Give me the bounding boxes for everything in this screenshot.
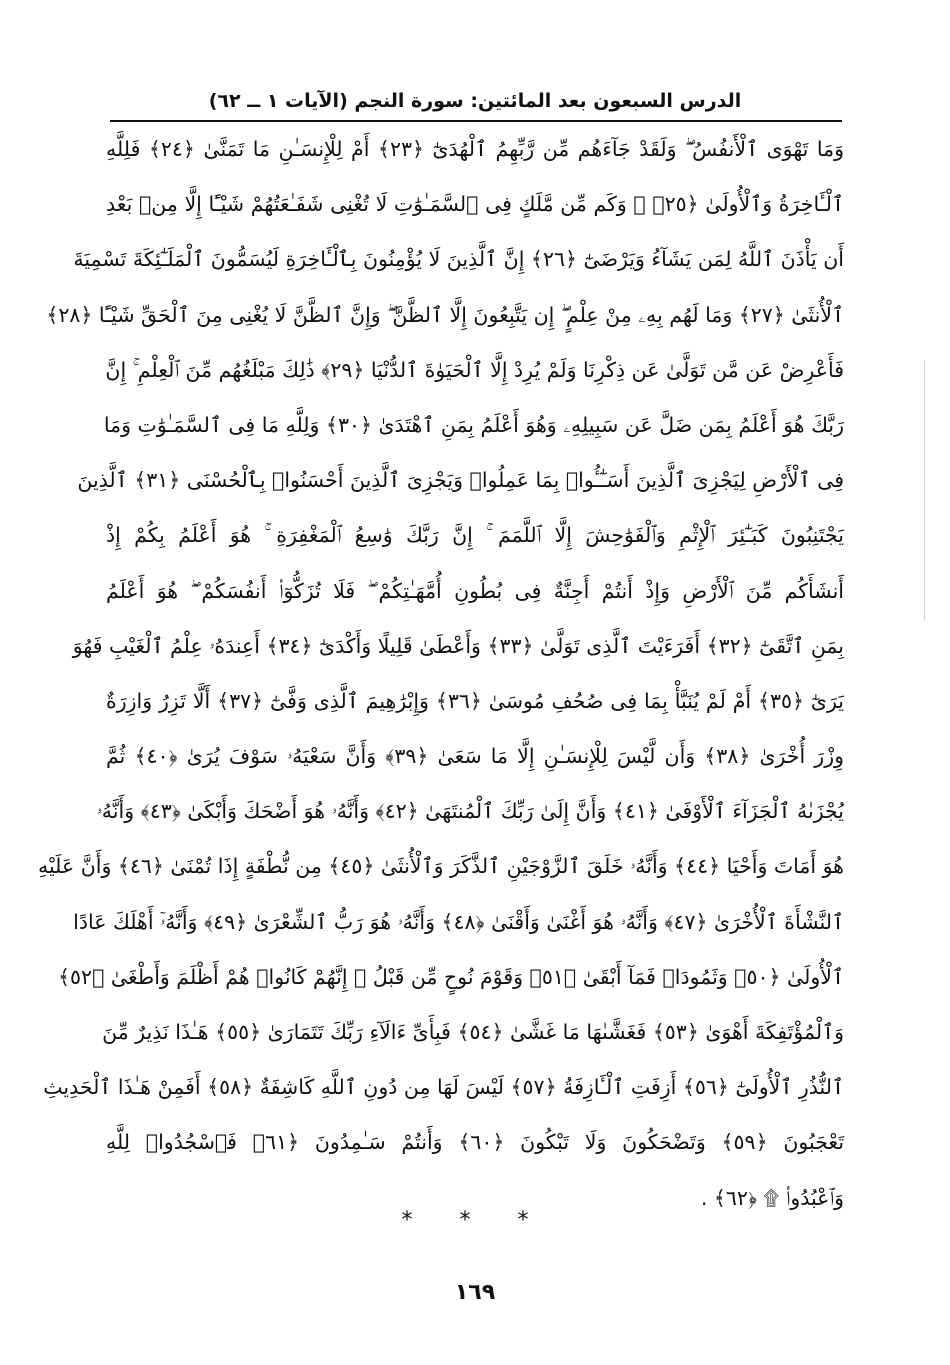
quran-text-block [37, 122, 845, 1226]
verse-line: أَنشَأَكُم مِّنَ ٱلْأَرْضِ وَإِذْ أَنتُمْ أَجِنَّةٌ فِى بُطُونِ أُمَّهَـٰتِكُمْ ۖ فَلَا تُزَكُّوٓا۟ أَنفُسَكُمْ ۖ هُوَ أَعْلَمُ [106, 578, 844, 603]
verse-line: ٱلنُّذُرِ ٱلْأُولَىٰٓ ﴿٥٦﴾ أَزِفَتِ ٱلْـَٔازِفَةُ ﴿٥٧﴾ لَيْسَ لَهَا مِن دُونِ ٱللَّهِ كَاشِفَةٌ ﴿٥٨﴾ أَفَمِنْ هَـٰذَا ٱلْحَدِيثِ [43, 1075, 844, 1100]
section-separator: * * * [401, 1208, 549, 1233]
verse-line: وَمَا تَهْوَى ٱلْأَنفُسُ ۖ وَلَقَدْ جَآءَهُم مِّن رَّبِّهِمُ ٱلْهُدَىٰٓ ﴿٢٣﴾ أَمْ لِلْإِنسَـٰنِ مَا تَمَنَّىٰ ﴿٢٤﴾ فَلِلَّهِ [106, 137, 844, 161]
verse-line: ٱلْـَٔاخِرَةُ وَٱلْأُولَىٰ ﴿٢٥﴾ ۞ وَكَم مِّن مَّلَكٍ فِى ٱلسَّمَـٰوَٰتِ لَا تُغْنِى شَفَـٰعَتُهُمْ شَيْـًٔا إِلَّا مِنۢ بَعْدِ [106, 192, 844, 217]
verse-line: ٱلْأُولَىٰ ﴿٥٠﴾ وَثَمُودَا۟ فَمَآ أَبْقَىٰ ﴿٥١﴾ وَقَوْمَ نُوحٍ مِّن قَبْلُ ۖ إِنَّهُمْ كَانُوا۟ هُمْ أَظْلَمَ وَأَطْغَىٰ ﴿٥٢﴾ [58, 964, 844, 989]
verse-line: يَرَىٰٓ ﴿٣٥﴾ أَمْ لَمْ يُنَبَّأْ بِمَا فِى صُحُفِ مُوسَىٰ ﴿٣٦﴾ وَإِبْرَٰهِيمَ ٱلَّذِى وَفَّىٰٓ ﴿٣٧﴾ أَلَّا تَزِرُ وَازِرَةٌ [106, 688, 844, 713]
verse-line: فَأَعْرِضْ عَن مَّن تَوَلَّىٰ عَن ذِكْرِنَا وَلَمْ يُرِدْ إِلَّا ٱلْحَيَوٰةَ ٱلدُّنْيَا ﴿٢٩﴾ ذَٰلِكَ مَبْلَغُهُم مِّنَ ٱلْعِلْمِ ۚ إِنَّ [105, 357, 844, 382]
verse-line: ٱلنَّشْأَةَ ٱلْأُخْرَىٰ ﴿٤٧﴾ وَأَنَّهُۥ هُوَ أَغْنَىٰ وَأَقْنَىٰ ﴿٤٨﴾ وَأَنَّهُۥ هُوَ رَبُّ ٱلشِّعْرَىٰ ﴿٤٩﴾ وَأَنَّهُۥٓ أَهْلَكَ عَادًا [73, 909, 844, 934]
verse-line: تَعْجَبُونَ ﴿٥٩﴾ وَتَضْحَكُونَ وَلَا تَبْكُونَ ﴿٦٠﴾ وَأَنتُمْ سَـٰمِدُونَ ﴿٦١﴾ فَٱسْجُدُوا۟ لِلَّهِ [106, 1130, 845, 1155]
verse-line: أَن يَأْذَنَ ٱللَّهُ لِمَن يَشَآءُ وَيَرْضَىٰٓ ﴿٢٦﴾ إِنَّ ٱلَّذِينَ لَا يُؤْمِنُونَ بِٱلْـَٔاخِرَةِ لَيُسَمُّونَ ٱلْمَلَـٰٓئِكَةَ تَسْمِيَةَ [73, 247, 844, 272]
verse-line-final: وَٱعْبُدُوا۟ ۩ ﴿٦٢﴾ . [700, 1185, 844, 1210]
verse-line: رَبَّكَ هُوَ أَعْلَمُ بِمَن ضَلَّ عَن سَبِيلِهِۦ وَهُوَ أَعْلَمُ بِمَنِ ٱهْتَدَىٰ ﴿٣٠﴾ وَلِلَّهِ مَا فِى ٱلسَّمَـٰوَٰتِ وَمَا [103, 412, 844, 437]
verse-line: يُجْزَىٰهُ ٱلْجَزَآءَ ٱلْأَوْفَىٰ ﴿٤١﴾ وَأَنَّ إِلَىٰ رَبِّكَ ٱلْمُنتَهَىٰ ﴿٤٢﴾ وَأَنَّهُۥ هُوَ أَضْحَكَ وَأَبْكَىٰ ﴿٤٣﴾ وَأَنَّهُۥ [96, 799, 844, 824]
verse-line: وِزْرَ أُخْرَىٰ ﴿٣٨﴾ وَأَن لَّيْسَ لِلْإِنسَـٰنِ إِلَّا مَا سَعَىٰ ﴿٣٩﴾ وَأَنَّ سَعْيَهُۥ سَوْفَ يُرَىٰ ﴿٤٠﴾ ثُمَّ [106, 744, 844, 769]
scan-edge-line [924, 360, 925, 620]
verse-line: بِمَنِ ٱتَّقَىٰٓ ﴿٣٢﴾ أَفَرَءَيْتَ ٱلَّذِى تَوَلَّىٰ ﴿٣٣﴾ وَأَعْطَىٰ قَلِيلًا وَأَكْدَىٰٓ ﴿٣٤﴾ أَعِندَهُۥ عِلْمُ ٱلْغَيْبِ فَهُوَ [72, 633, 844, 658]
verse-line: وَٱلْمُؤْتَفِكَةَ أَهْوَىٰ ﴿٥٣﴾ فَغَشَّىٰهَا مَا غَشَّىٰ ﴿٥٤﴾ فَبِأَىِّ ءَالَآءِ رَبِّكَ تَتَمَارَىٰ ﴿٥٥﴾ هَـٰذَا نَذِيرٌ مِّنَ [102, 1020, 844, 1044]
verse-line: يَجْتَنِبُونَ كَبَـٰٓئِرَ ٱلْإِثْمِ وَٱلْفَوَٰحِشَ إِلَّا ٱللَّمَمَ ۚ إِنَّ رَبَّكَ وَٰسِعُ ٱلْمَغْفِرَةِ ۚ هُوَ أَعْلَمُ بِكُمْ إِذْ [106, 523, 844, 548]
page-number: ١٦٩ [454, 1280, 496, 1305]
running-header: الدرس السبعون بعد المائتين: سورة النجم (الآيات ١ ــ ٦٢) [208, 90, 742, 112]
verse-line: ٱلْأُنثَىٰ ﴿٢٧﴾ وَمَا لَهُم بِهِۦ مِنْ عِلْمٍ ۖ إِن يَتَّبِعُونَ إِلَّا ٱلظَّنَّ ۖ وَإِنَّ ٱلظَّنَّ لَا يُغْنِى مِنَ ٱلْحَقِّ شَيْـًٔا ﴿٢٨﴾ [46, 302, 844, 327]
verse-line: فِى ٱلْأَرْضِ لِيَجْزِىَ ٱلَّذِينَ أَسَـٰٓـُٔوا۟ بِمَا عَمِلُوا۟ وَيَجْزِىَ ٱلَّذِينَ أَحْسَنُوا۟ بِٱلْحُسْنَى ﴿٣١﴾ ٱلَّذِينَ [77, 468, 844, 493]
verse-line: هُوَ أَمَاتَ وَأَحْيَا ﴿٤٤﴾ وَأَنَّهُۥ خَلَقَ ٱلزَّوْجَيْنِ ٱلذَّكَرَ وَٱلْأُنثَىٰ ﴿٤٥﴾ مِن نُّطْفَةٍ إِذَا تُمْنَىٰ ﴿٤٦﴾ وَأَنَّ عَلَيْهِ [37, 854, 844, 879]
